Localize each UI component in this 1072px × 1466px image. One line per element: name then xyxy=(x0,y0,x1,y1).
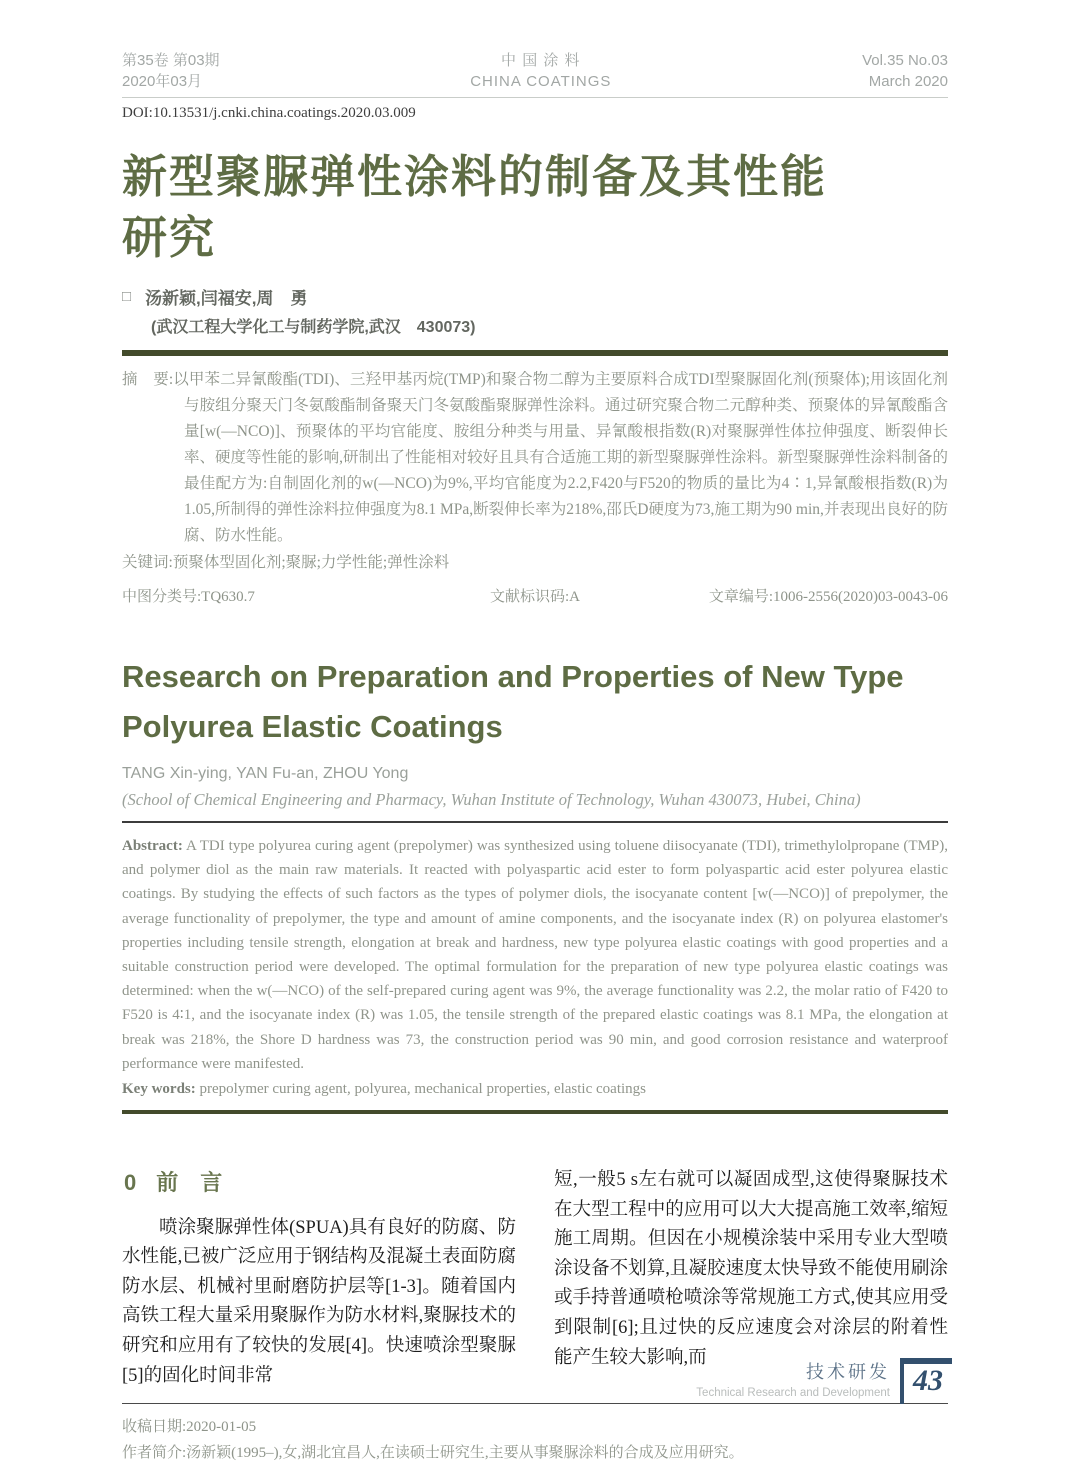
section-title: 前 言 xyxy=(156,1170,223,1196)
english-abstract-bottom-rule xyxy=(122,1110,948,1114)
volume-issue-cn: 第35卷 第03期 xyxy=(122,52,220,69)
body-left-column xyxy=(122,1166,516,1391)
article-title-cn xyxy=(122,146,948,268)
article-title-en-line1: Research on Preparation and Properties of New Type xyxy=(122,659,904,694)
classification-row xyxy=(122,585,948,606)
footnote-block xyxy=(122,1414,948,1466)
article-title-en xyxy=(122,652,948,752)
keywords-en xyxy=(122,1077,948,1101)
received-date: 收稿日期:2020-01-05 xyxy=(122,1419,257,1436)
abstract-top-rule xyxy=(122,350,948,356)
footer-section-cn: 技术研发 xyxy=(806,1362,890,1382)
keywords-cn-text: 预聚体型固化剂;聚脲;力学性能;弹性涂料 xyxy=(172,554,450,571)
affiliation-en: (School of Chemical Engineering and Pharmacy, Wuhan Institute of Technology, Wuhan 430073, Hubei, China) xyxy=(122,790,861,809)
keywords-en-label: Key words: xyxy=(122,1081,196,1098)
doi-line: DOI:10.13531/j.cnki.china.coatings.2020.03.009 xyxy=(122,105,416,121)
abstract-cn xyxy=(122,367,948,549)
abstract-en xyxy=(122,834,948,1076)
abstract-en-text: A TDI type polyurea curing agent (prepolymer) was synthesized using toluene diisocyanate (TDI), trimethylolpropane (TMP), and polymer diol as the main raw materials. It reacted with polyaspartic acid ester to form polyaspartic acid ester polyurea elastic coatings. By studying the effects of such factors as the types of polymer diols, the isocyanate content [w(—NCO)] of prepolymer, the average functionality of prepolymer, the type and amount of amine components, and the isocyanate index (R) on polyurea elastomer's properties including tensile strength, elongation at break and hardness, new type polyurea elastic coatings with good properties and a suitable construction period were developed. The optimal formulation for the preparation of new type polyurea elastic coatings was determined: when the w(—NCO) of the self-prepared curing agent was 9%, the average functionality was 2.2, the molar ratio of F420 to F520 is 4∶1, and the isocyanate index (R) was 1.05, the tensile strength of the prepared elastic coatings was 8.1 MPa, the elongation at break was 218%, the Shore D hardness was 73, the construction period was 90 min, and good corrosion resistance and waterproof performance were manifested. xyxy=(122,838,948,1072)
body-paragraph-left: 喷涂聚脲弹性体(SPUA)具有良好的防腐、防水性能,已被广泛应用于钢结构及混凝土表面防腐防水层、机械衬里耐磨防护层等[1-3]。随着国内高铁工程大量采用聚脲作为防水材料,聚脲技术的研究和应用有了较快的发展[4]。快速喷涂型聚脲[5]的固化时间非常 xyxy=(122,1217,516,1386)
section-number: 0 xyxy=(124,1170,137,1196)
journal-header xyxy=(122,50,948,92)
date-en: March 2020 xyxy=(868,73,948,90)
keywords-en-text: prepolymer curing agent, polyurea, mechanical properties, elastic coatings xyxy=(195,1081,646,1098)
footer-section-labels xyxy=(696,1358,890,1404)
document-code: 文献标识码:A xyxy=(490,589,581,605)
article-title-en-line2: Polyurea Elastic Coatings xyxy=(122,709,503,744)
journal-name-cn: 中 国 涂 料 xyxy=(501,52,581,69)
affiliation-cn: (武汉工程大学化工与制药学院,武汉 430073) xyxy=(151,319,476,336)
article-title-cn-line2: 研究 xyxy=(122,212,217,263)
date-cn: 2020年03月 xyxy=(122,73,203,90)
section-heading xyxy=(124,1168,516,1198)
footer-section-en: Technical Research and Development xyxy=(696,1387,890,1399)
journal-name-en: CHINA COATINGS xyxy=(470,73,612,90)
article-title-cn-line1: 新型聚脲弹性涂料的制备及其性能 xyxy=(122,151,828,202)
header-divider xyxy=(122,97,948,98)
page-number-box xyxy=(900,1358,952,1404)
author-bio: 作者简介:汤新颖(1995–),女,湖北宜昌人,在读硕士研究生,主要从事聚脲涂料的合成及应用研究。 xyxy=(122,1445,744,1462)
body-paragraph-right: 短,一般5 s左右就可以凝固成型,这使得聚脲技术在大型工程中的应用可以大大提高施工效率,缩短施工周期。但因在小规模涂装中采用专业大型喷涂设备不划算,且凝胶速度太快导致不能使用刷涂或手持普通喷枪喷涂等常规施工方式,使其应用受到限制[6];且过快的反应速度会对涂层的附着性能产生较大影响,而 xyxy=(554,1170,948,1368)
authors-en: TANG Xin-ying, YAN Fu-an, ZHOU Yong xyxy=(122,765,409,782)
authors-cn: 汤新颖,闫福安,周 勇 xyxy=(145,289,308,308)
abstract-cn-label: 摘 要: xyxy=(122,371,174,388)
volume-issue-en: Vol.35 No.03 xyxy=(862,52,948,69)
footer-section-marker xyxy=(696,1358,952,1404)
keywords-cn xyxy=(122,550,948,576)
article-id: 文章编号:1006-2556(2020)03-0043-06 xyxy=(708,589,948,605)
abstract-en-label: Abstract: xyxy=(122,838,183,854)
authors-row xyxy=(122,284,948,309)
keywords-cn-label: 关键词: xyxy=(122,554,173,571)
english-abstract-top-rule xyxy=(122,821,948,823)
clc-number: 中图分类号:TQ630.7 xyxy=(122,589,255,605)
abstract-cn-text: 以甲苯二异氰酸酯(TDI)、三羟甲基丙烷(TMP)和聚合物二醇为主要原料合成TDI型聚脲固化剂(预聚体);用该固化剂与胺组分聚天门冬氨酸酯制备聚天门冬氨酸酯聚脲弹性涂料。通过研究聚合物二元醇种类、预聚体的异氰酸酯含量[w(—NCO)]、预聚体的平均官能度、胺组分种类与用量、异氰酸根指数(R)对聚脲弹性体拉伸强度、断裂伸长率、硬度等性能的影响,研制出了性能相对较好且具有合适施工期的新型聚脲弹性涂料。新型聚脲弹性涂料制备的最佳配方为:自制固化剂的w(—NCO)为9%,平均官能度为2.2,F420与F520的物质的量比为4∶1,异氰酸根指数(R)为1.05,所制得的弹性涂料拉伸强度为8.1 MPa,断裂伸长率为218%,邵氏D硬度为73,施工期为90 min,并表现出良好的防腐、防水性能。 xyxy=(173,371,949,544)
header-issue-info-en xyxy=(862,50,948,92)
page-number: 43 xyxy=(913,1364,943,1397)
journal-name xyxy=(470,50,611,92)
author-marker-icon: □ xyxy=(122,288,132,305)
header-issue-info xyxy=(122,50,220,92)
